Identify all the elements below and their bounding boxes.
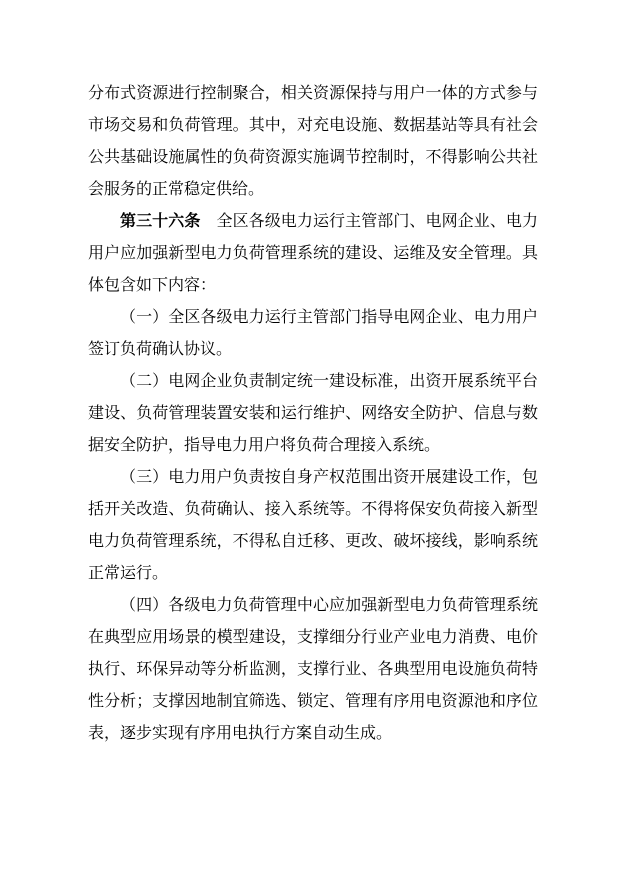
text-line: （四）各级电力负荷管理中心应加强新型电力负荷管理系统 — [120, 597, 538, 614]
text-column — [88, 78, 538, 750]
paragraph-article-36 — [88, 206, 538, 302]
text-line: 据安全防护，指导电力用户将负荷合理接入系统。 — [88, 437, 441, 454]
text-line: 签订负荷确认协议。 — [88, 341, 233, 358]
article-number: 第三十六条 — [120, 213, 201, 230]
text-line: （三）电力用户负责按自身产权范围出资开展建设工作，包 — [120, 469, 538, 486]
text-line: 市场交易和负荷管理。其中，对充电设施、数据基站等具有社会 — [88, 117, 538, 134]
article-text-start: 全区各级电力运行主管部门、电网企业、电力 — [200, 213, 538, 230]
text-line: 用户应加强新型电力负荷管理系统的建设、运维及安全管理。具 — [88, 245, 538, 262]
text-line: 括开关改造、负荷确认、接入系统等。不得将保安负荷接入新型 — [88, 501, 538, 518]
paragraph-item-2 — [88, 366, 538, 462]
text-line: 电力负荷管理系统，不得私自迁移、更改、破坏接线，影响系统 — [88, 533, 538, 550]
text-line: （一）全区各级电力运行主管部门指导电网企业、电力用户 — [120, 309, 538, 326]
text-line: 会服务的正常稳定供给。 — [88, 181, 265, 198]
text-line: （二）电网企业负责制定统一建设标准，出资开展系统平台 — [120, 373, 538, 390]
text-line: 正常运行。 — [88, 565, 169, 582]
text-line: 分布式资源进行控制聚合，相关资源保持与用户一体的方式参与 — [88, 85, 538, 102]
text-line: 执行、环保异动等分析监测，支撑行业、各典型用电设施负荷特 — [88, 661, 538, 678]
paragraph-continuation — [88, 78, 538, 206]
text-line — [88, 206, 538, 238]
text-line: 公共基础设施属性的负荷资源实施调节控制时，不得影响公共社 — [88, 149, 538, 166]
text-line: 在典型应用场景的模型建设，支撑细分行业产业电力消费、电价 — [88, 629, 538, 646]
paragraph-item-3 — [88, 462, 538, 590]
text-line: 建设、负荷管理装置安装和运行维护、网络安全防护、信息与数 — [88, 405, 538, 422]
paragraph-item-4 — [88, 590, 538, 750]
text-line: 性分析；支撑因地制宜筛选、锁定、管理有序用电资源池和序位 — [88, 693, 538, 710]
text-line: 表，逐步实现有序用电执行方案自动生成。 — [88, 725, 393, 742]
paragraph-item-1 — [88, 302, 538, 366]
text-line: 体包含如下内容： — [88, 277, 217, 294]
